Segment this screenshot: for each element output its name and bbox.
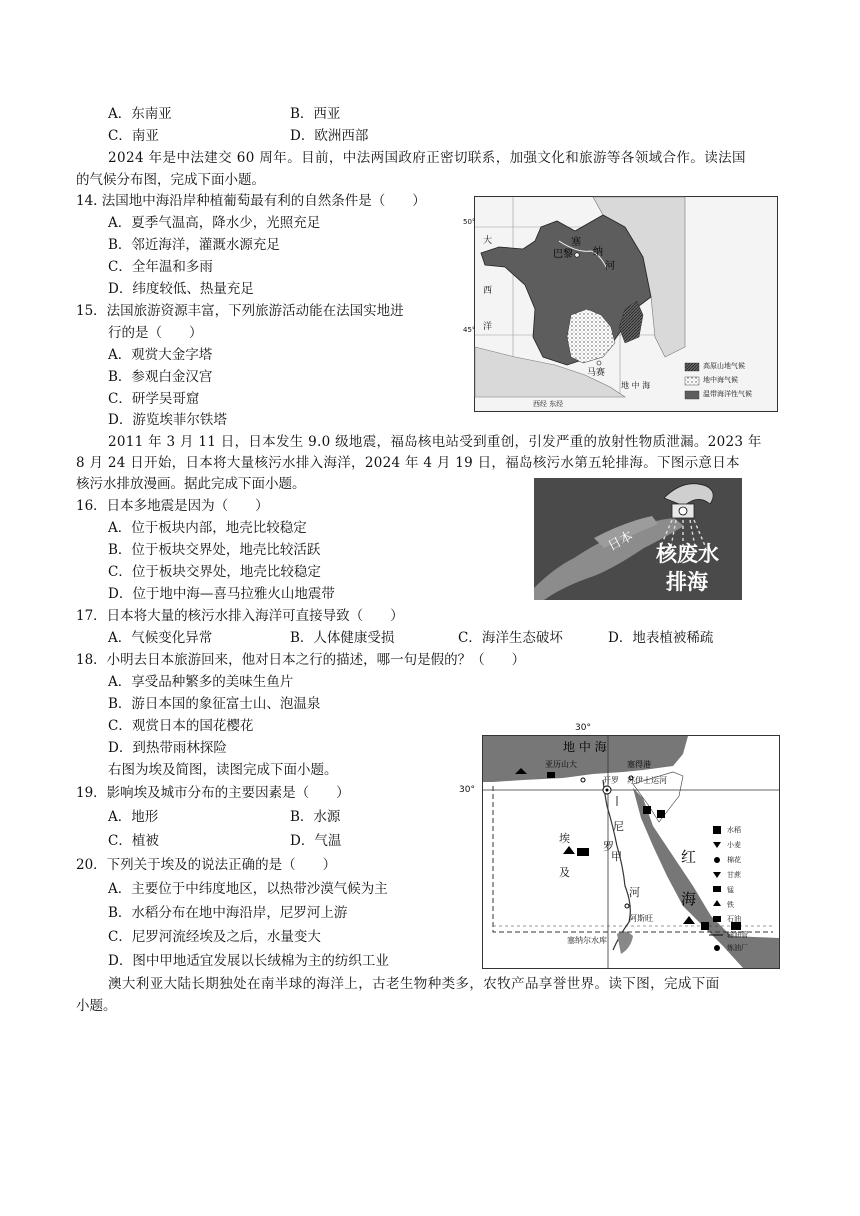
- q19-option-b[interactable]: B．水源: [290, 809, 341, 825]
- legend-manganese: 锰: [727, 886, 734, 894]
- q18-option-c[interactable]: C．观赏日本的国花樱花: [108, 718, 254, 734]
- q20-option-d[interactable]: D．图中甲地适宜发展以长绒棉为主的纺织工业: [108, 953, 389, 969]
- jia-label: 甲: [611, 850, 622, 863]
- q20-option-a[interactable]: A．主要位于中纬度地区，以热带沙漠气候为主: [108, 881, 388, 897]
- legend-refinery: 炼油厂: [727, 944, 748, 952]
- q19-option-a[interactable]: A．地形: [108, 809, 159, 825]
- egypt-lon-30-label: 30°: [575, 723, 591, 733]
- q14-stem: 14. 法国地中海沿岸种植葡萄最有利的自然条件是（ ）: [76, 193, 426, 209]
- q18-option-d[interactable]: D．到热带雨林探险: [108, 740, 227, 756]
- intro-australia-line2: 小题。: [76, 998, 117, 1014]
- egypt-med-sea-label: 地 中 海: [563, 740, 607, 754]
- aswan-label: 阿斯旺: [629, 914, 653, 923]
- q14-option-b[interactable]: B．邻近海洋，灌溉水源充足: [108, 237, 280, 253]
- legend-sugarcane: 甘蔗: [727, 871, 741, 879]
- q18-option-a[interactable]: A．享受品种繁多的美味生鱼片: [108, 674, 294, 690]
- japan-label: 日本: [605, 528, 636, 555]
- intro-japan-line2: 8 月 24 日开始，日本将大量核污水排入海洋，2024 年 4 月 19 日，福岛核污水第五轮排海。下图示意日本: [76, 455, 740, 471]
- france-lat-50-label: 50°: [463, 218, 476, 226]
- legend-pipeline: 输油管: [727, 931, 748, 939]
- seine-label-2: 纳: [593, 247, 603, 258]
- nasser-label: 塞纳尔水库: [567, 936, 607, 945]
- q16-option-b[interactable]: B．位于板块交界处，地壳比较活跃: [108, 542, 321, 558]
- cartoon-title-1: 核废水: [656, 542, 719, 566]
- intro-france-line2: 的气候分布图，完成下面小题。: [76, 172, 265, 188]
- france-lat-45-label: 45°: [463, 326, 476, 334]
- q16-option-d[interactable]: D．位于地中海—喜马拉雅火山地震带: [108, 586, 335, 602]
- q14-option-d[interactable]: D．纬度较低、热量充足: [108, 281, 254, 297]
- q17-option-a[interactable]: A．气候变化异常: [108, 630, 213, 646]
- legend-mediterranean: 地中海气候: [703, 376, 738, 384]
- seine-label-3: 河: [605, 261, 615, 272]
- atlantic-label-1: 大: [483, 236, 493, 246]
- paris-label: 巴黎: [553, 249, 573, 260]
- q15-option-b[interactable]: B．参观白金汉宫: [108, 369, 213, 385]
- q18-stem: 18．小明去日本旅游回来，他对日本之行的描述，哪一句是假的？（ ）: [76, 652, 526, 668]
- france-climate-map: [463, 196, 778, 412]
- atlantic-label-2: 西: [483, 286, 493, 296]
- q20-option-c[interactable]: C．尼罗河流经埃及之后，水量变大: [108, 929, 321, 945]
- q16-option-a[interactable]: A．位于板块内部，地壳比较稳定: [108, 520, 307, 536]
- port-said-label: 塞得港: [627, 760, 651, 769]
- q15-option-c[interactable]: C．研学吴哥窟: [108, 391, 200, 407]
- intro-egypt: 右图为埃及简图，读图完成下面小题。: [108, 762, 338, 778]
- nile-label-1: 尼: [613, 820, 624, 833]
- q19-option-c[interactable]: C．植被: [108, 833, 159, 849]
- prev-option-d: D．欧洲西部: [290, 128, 369, 144]
- red-sea-label-2: 海: [681, 890, 697, 908]
- intro-japan-line1: 2011 年 3 月 11 日，日本发生 9.0 级地震，福岛核电站受到重创，引发严重的放射性物质泄漏。2023 年: [108, 434, 762, 450]
- egypt-label-1: 埃: [559, 832, 570, 845]
- nile-label-3: 河: [629, 886, 640, 899]
- prev-option-a: A．东南亚: [108, 106, 172, 122]
- legend-wheat: 小麦: [727, 841, 741, 849]
- prev-option-b: B．西亚: [290, 106, 341, 122]
- red-sea-label-1: 红: [681, 848, 697, 866]
- q15-stem-line1: 15．法国旅游资源丰富，下列旅游活动能在法国实地进: [76, 303, 404, 319]
- legend-maritime: 温带海洋性气候: [703, 390, 752, 398]
- mediterranean-label: 地 中 海: [621, 381, 651, 390]
- atlantic-label-3: 洋: [483, 322, 493, 332]
- suez-canal-label: 苏伊士运河: [627, 776, 667, 785]
- prev-option-c: C．南亚: [108, 128, 159, 144]
- q18-option-b[interactable]: B．游日本国的象征富士山、泡温泉: [108, 696, 321, 712]
- egypt-label-2: 及: [559, 866, 570, 879]
- nuclear-water-cartoon: [534, 478, 742, 600]
- legend-oil: 石油: [727, 915, 741, 923]
- q15-option-a[interactable]: A．观赏大金字塔: [108, 347, 213, 363]
- intro-australia-line1: 澳大利亚大陆长期独处在南半球的海洋上，古老生物种类多，农牧产品享誉世界。读下图，完成下面: [108, 976, 720, 992]
- q14-option-a[interactable]: A．夏季气温高，降水少，光照充足: [108, 215, 321, 231]
- alexandria-label: 亚历山大: [545, 760, 577, 769]
- q20-stem: 20．下列关于埃及的说法正确的是（ ）: [76, 857, 337, 873]
- q17-option-d[interactable]: D．地表植被稀疏: [608, 630, 714, 646]
- legend-rice: 水稻: [727, 826, 741, 834]
- q14-option-c[interactable]: C．全年温和多雨: [108, 259, 213, 275]
- q20-option-b[interactable]: B．水稻分布在地中海沿岸，尼罗河上游: [108, 905, 348, 921]
- longitude-label: 西经 东经: [533, 400, 564, 408]
- legend-highland: 高原山地气候: [703, 362, 745, 370]
- intro-france-line1: 2024 年是中法建交 60 周年。目前，中法两国政府正密切联系，加强文化和旅游等各领域合作。读法国: [108, 150, 746, 166]
- q17-option-c[interactable]: C．海洋生态破坏: [458, 630, 563, 646]
- intro-japan-line3: 核污水排放漫画。据此完成下面小题。: [76, 476, 306, 492]
- cairo-label: 开罗: [603, 776, 619, 785]
- q15-stem-line2: 行的是（ ）: [108, 325, 203, 341]
- q15-option-d[interactable]: D．游览埃菲尔铁塔: [108, 412, 227, 428]
- q16-stem: 16．日本多地震是因为（ ）: [76, 498, 269, 514]
- nile-label-2: 罗: [603, 840, 614, 853]
- cartoon-title-2: 排海: [666, 570, 708, 594]
- egypt-map: [459, 723, 780, 969]
- legend-iron: 铁: [727, 901, 734, 909]
- seine-label-1: 塞: [571, 237, 581, 248]
- q16-option-c[interactable]: C．位于板块交界处，地壳比较稳定: [108, 564, 321, 580]
- q19-stem: 19．影响埃及城市分布的主要因素是（ ）: [76, 785, 350, 801]
- q19-option-d[interactable]: D．气温: [290, 833, 342, 849]
- marseille-label: 马赛: [587, 368, 606, 378]
- q17-option-b[interactable]: B．人体健康受损: [290, 630, 395, 646]
- q17-stem: 17．日本将大量的核污水排入海洋可直接导致（ ）: [76, 608, 404, 624]
- legend-cotton: 棉花: [727, 856, 741, 864]
- egypt-lat-30-label: 30°: [459, 785, 475, 795]
